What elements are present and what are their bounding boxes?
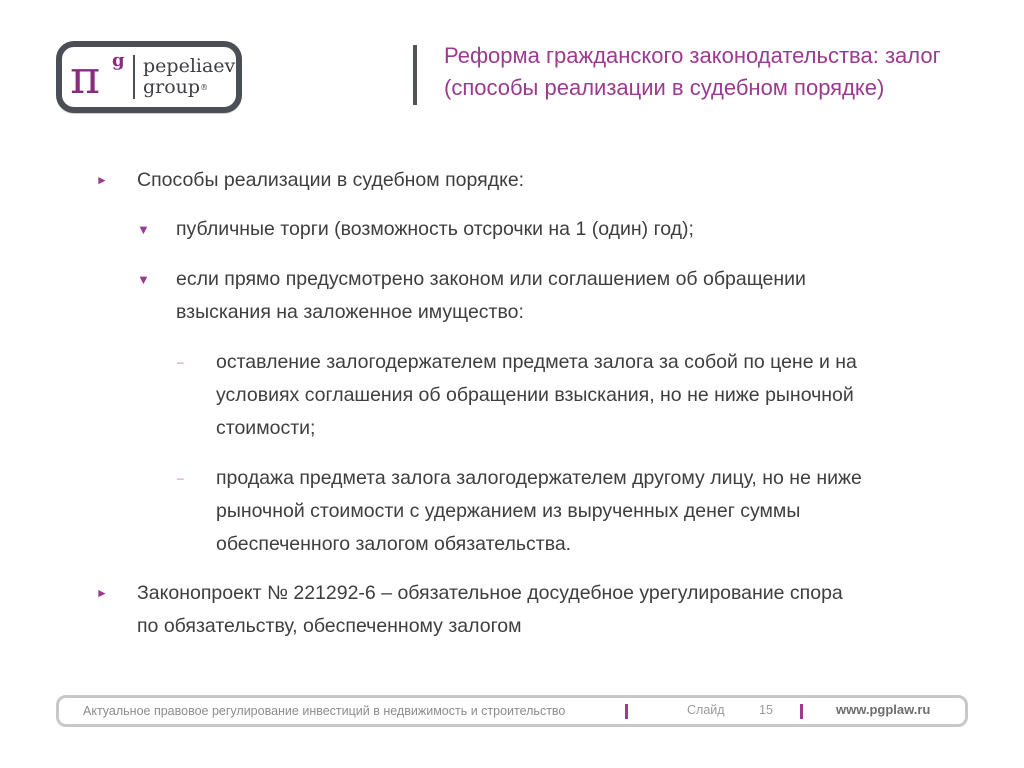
bullet-line: обеспеченного залогом обязательства. bbox=[216, 533, 572, 555]
bullet-arrow-icon: ► bbox=[96, 173, 108, 187]
logo-superscript: g bbox=[112, 50, 125, 71]
slide-title: Реформа гражданского законодательства: залог (способы реализации в судебном порядке) bbox=[444, 43, 941, 100]
dash-icon: – bbox=[177, 355, 184, 369]
bullet-item bbox=[137, 164, 524, 197]
logo-registered-mark: ® bbox=[200, 83, 209, 92]
bullet-item bbox=[216, 462, 862, 561]
footer-divider bbox=[800, 704, 803, 719]
bullet-line: публичные торги (возможность отсрочки на 1 (один) год); bbox=[176, 218, 694, 240]
footer-divider bbox=[625, 704, 628, 719]
footer-slide-number: 15 bbox=[759, 703, 773, 717]
bullet-arrow-icon: ► bbox=[96, 586, 108, 600]
bullet-line: условиях соглашения об обращении взыскания, но не ниже рыночной bbox=[216, 384, 854, 406]
logo-pi-symbol: π bbox=[70, 50, 101, 104]
bullet-line: если прямо предусмотрено законом или соглашением об обращении bbox=[176, 268, 806, 290]
footer-website-link[interactable]: www.pgplaw.ru bbox=[836, 702, 931, 717]
logo-line-2-text: group bbox=[143, 76, 201, 98]
triangle-down-icon: ▼ bbox=[137, 272, 150, 287]
bullet-line: Законопроект № 221292-6 – обязательное досудебное урегулирование спора bbox=[137, 582, 843, 604]
bullet-line: взыскания на заложенное имущество: bbox=[176, 301, 524, 323]
bullet-line: по обязательству, обеспеченному залогом bbox=[137, 615, 522, 637]
footer-subject: Актуальное правовое регулирование инвестиций в недвижимость и строительство bbox=[83, 704, 566, 718]
bullet-item bbox=[216, 346, 857, 445]
footer-slide-label: Слайд bbox=[687, 703, 725, 717]
bullet-line: продажа предмета залога залогодержателем другому лицу, но не ниже bbox=[216, 467, 862, 489]
bullet-item bbox=[176, 213, 694, 246]
slide-footer bbox=[56, 695, 968, 727]
dash-icon: – bbox=[177, 471, 184, 485]
bullet-line: стоимости; bbox=[216, 417, 316, 439]
bullet-item bbox=[176, 263, 806, 329]
bullet-line: рыночной стоимости с удержанием из вырученных денег суммы bbox=[216, 500, 801, 522]
logo-line-1: pepeliaev bbox=[143, 55, 236, 77]
bullet-line: оставление залогодержателем предмета залога за собой по цене и на bbox=[216, 351, 857, 373]
triangle-down-icon: ▼ bbox=[137, 222, 150, 237]
bullet-item bbox=[137, 577, 843, 643]
bullet-line: Способы реализации в судебном порядке: bbox=[137, 169, 525, 191]
